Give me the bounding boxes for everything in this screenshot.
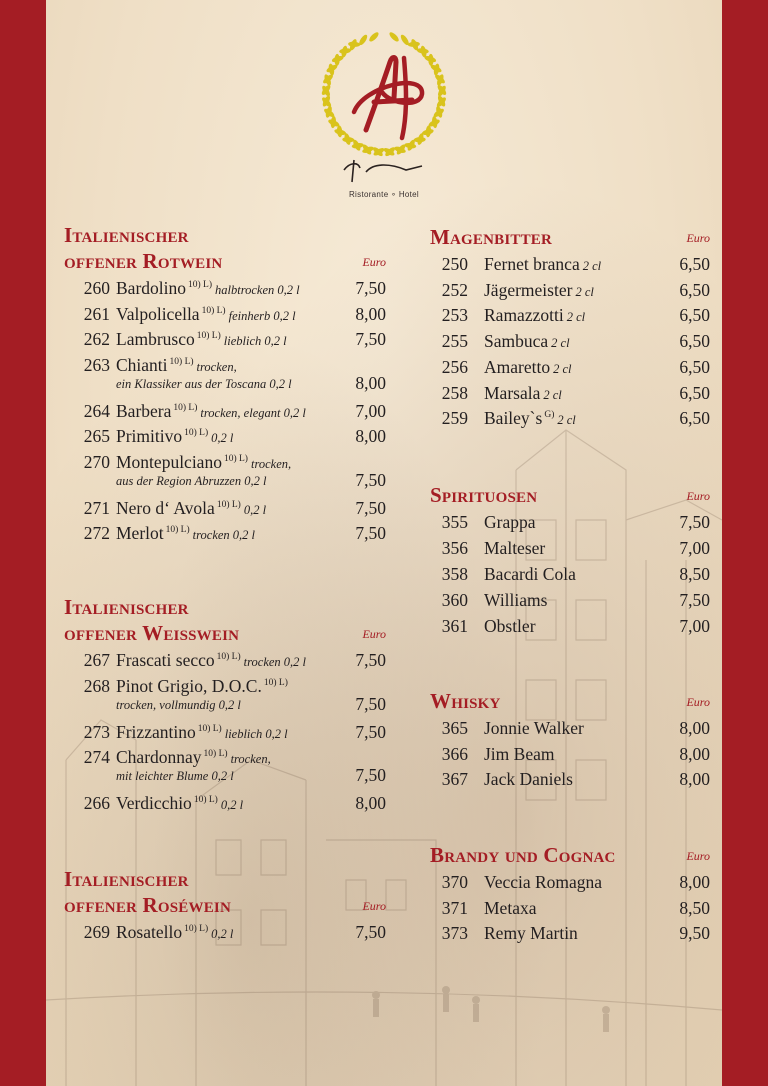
- item-price: 7,00: [679, 537, 710, 558]
- menu-item: [430, 331, 710, 357]
- allergen-note: 10) L): [223, 453, 248, 464]
- item-name-text: Williams: [484, 589, 548, 610]
- item-name: [116, 793, 243, 814]
- menu-item: [430, 383, 710, 409]
- item-number: 269: [83, 922, 110, 942]
- item-number: 360: [441, 589, 468, 610]
- menu-item: [430, 280, 710, 306]
- item-price: 8,00: [355, 793, 386, 813]
- laurel-monogram-icon: [314, 12, 454, 188]
- item-number: 365: [441, 718, 468, 738]
- item-description: 2 cl: [557, 413, 576, 428]
- menu-item: [64, 722, 386, 748]
- item-name-text: Obstler: [484, 615, 536, 636]
- item-price: 6,50: [679, 382, 710, 403]
- item-name-text: Bailey`s: [484, 408, 543, 429]
- item-name-text: Verdicchio: [116, 793, 192, 813]
- laurel-leaf: [348, 41, 360, 47]
- menu-item: [430, 769, 710, 795]
- item-price: 7,50: [355, 523, 386, 543]
- item-name-text: Barbera: [116, 400, 172, 421]
- allergen-note: 10) L): [263, 677, 288, 688]
- section-header: [430, 224, 710, 250]
- allergen-note: 10) L): [188, 280, 213, 290]
- item-number: 356: [441, 537, 468, 558]
- item-name-text: Frascati secco: [116, 650, 215, 670]
- item-description: 2 cl: [553, 361, 572, 376]
- item-name-text: Sambuca: [484, 331, 549, 352]
- item-price: 8,00: [679, 718, 710, 738]
- item-number: 252: [441, 279, 468, 300]
- item-description: trocken,: [196, 359, 237, 374]
- item-name: [484, 590, 547, 611]
- item-number: 361: [441, 615, 468, 636]
- item-name-text: Nero d‘ Avola: [116, 497, 215, 518]
- item-price: 8,50: [679, 563, 710, 584]
- section-header: [430, 842, 710, 868]
- item-name: [484, 331, 570, 352]
- item-number: 267: [83, 650, 110, 670]
- currency-label: Euro: [362, 627, 386, 641]
- item-number: 261: [83, 303, 110, 324]
- item-name: [116, 523, 255, 544]
- currency-label: Euro: [686, 695, 710, 709]
- item-price: 7,50: [355, 693, 386, 714]
- item-name-text: Jonnie Walker: [484, 718, 584, 738]
- item-price: 8,00: [355, 372, 386, 393]
- section-header: [430, 482, 710, 508]
- item-number: 263: [83, 354, 110, 375]
- menu-item: [64, 523, 386, 549]
- item-description: 2 cl: [575, 284, 594, 299]
- item-name: [484, 744, 554, 765]
- section-title: Brandy und Cognac: [430, 843, 616, 867]
- menu-item: [430, 538, 710, 564]
- item-description: trocken,: [250, 456, 292, 471]
- item-name: [116, 426, 233, 447]
- allergen-note: 10) L): [165, 525, 190, 535]
- item-name: [484, 769, 573, 790]
- item-number: 260: [83, 278, 110, 298]
- menu-item: [430, 512, 710, 538]
- section-weisswein: [64, 594, 386, 813]
- item-description: 2 cl: [543, 387, 562, 402]
- item-name-text: Primitivo: [116, 426, 183, 446]
- item-number: 271: [83, 497, 110, 518]
- laurel-leaf: [425, 125, 431, 137]
- item-name: [116, 722, 288, 743]
- allergen-note: G): [544, 410, 555, 421]
- section-title-line1: Italienischer: [64, 867, 189, 891]
- item-number: 370: [441, 872, 468, 892]
- item-number: 253: [441, 305, 468, 326]
- item-description: 0,2 l: [243, 502, 267, 517]
- item-description: 0,2 l: [220, 798, 244, 812]
- currency-label: Euro: [362, 255, 386, 269]
- item-price: 6,50: [679, 356, 710, 377]
- item-number: 371: [441, 897, 468, 918]
- item-price: 8,00: [355, 426, 386, 446]
- item-description: trocken 0,2 l: [243, 655, 307, 669]
- item-number: 259: [441, 408, 468, 429]
- menu-item: [64, 355, 386, 401]
- item-number: 256: [441, 356, 468, 377]
- item-name-text: Metaxa: [484, 897, 537, 918]
- menu-item: [430, 872, 710, 898]
- menu-item: [64, 747, 386, 793]
- item-name-text: Chardonnay: [116, 747, 202, 767]
- menu-item: [64, 278, 386, 304]
- item-name: [484, 512, 536, 533]
- laurel-leaf: [336, 125, 342, 137]
- item-price: 8,00: [355, 303, 386, 324]
- menu-item: [430, 305, 710, 331]
- item-price: 8,00: [679, 743, 710, 764]
- item-name-text: Montepulciano: [116, 451, 222, 472]
- item-name-text: Rosatello: [116, 922, 183, 942]
- allergen-note: 10) L): [197, 723, 222, 734]
- menu-item: [430, 718, 710, 744]
- item-name: [116, 304, 296, 325]
- item-price: 8,00: [679, 769, 710, 789]
- item-name-text: Fernet branca: [484, 254, 580, 274]
- item-price: 7,50: [355, 721, 386, 742]
- menu-item: [64, 650, 386, 676]
- item-description: feinherb 0,2 l: [228, 308, 296, 323]
- item-number: 255: [441, 331, 468, 352]
- item-price: 7,50: [355, 329, 386, 349]
- menu-item: [64, 922, 386, 948]
- item-description-line2: trocken, vollmundig 0,2 l: [116, 697, 241, 712]
- laurel-leaf: [417, 48, 430, 55]
- section-title-line2: offener Weisswein: [64, 621, 240, 645]
- item-description: 2 cl: [566, 310, 586, 325]
- item-description: halbtrocken 0,2 l: [215, 283, 300, 297]
- menu-item: [430, 898, 710, 924]
- item-name: [484, 254, 601, 275]
- item-description-line2: ein Klassiker aus der Toscana 0,2 l: [116, 376, 292, 391]
- item-name-text: Jägermeister: [484, 279, 573, 300]
- item-description: 0,2 l: [211, 431, 234, 445]
- menu-page: [46, 0, 722, 1086]
- item-description: 0,2 l: [211, 927, 234, 941]
- item-name: [116, 452, 291, 473]
- item-number: 366: [441, 743, 468, 764]
- allergen-note: 10) L): [193, 795, 218, 805]
- currency-label: Euro: [686, 489, 710, 503]
- item-price: 7,50: [355, 497, 386, 518]
- section-rotwein: [64, 222, 386, 543]
- menu-item: [64, 329, 386, 355]
- item-name-text: Amaretto: [484, 356, 551, 377]
- section-header: [430, 688, 710, 714]
- item-name-text: Marsala: [484, 382, 541, 403]
- laurel-leaf: [408, 41, 420, 47]
- item-name: [484, 718, 584, 739]
- section-header: [64, 594, 386, 646]
- section-spirituosen: [430, 482, 710, 636]
- item-price: 7,50: [679, 589, 710, 610]
- section-title-line1: Italienischer: [64, 595, 189, 619]
- item-price: 7,00: [355, 400, 386, 421]
- item-description-line2: aus der Region Abruzzen 0,2 l: [116, 473, 267, 488]
- item-price: 6,50: [679, 254, 710, 274]
- item-description: 2 cl: [551, 336, 570, 351]
- menu-item: [430, 616, 710, 642]
- allergen-note: 10) L): [169, 356, 194, 367]
- item-number: 250: [441, 254, 468, 274]
- laurel-leaf: [330, 116, 336, 128]
- item-name: [116, 278, 300, 299]
- menu-item: [430, 357, 710, 383]
- section-brandy-cognac: [430, 842, 710, 943]
- item-name: [116, 676, 288, 697]
- menu-item: [64, 498, 386, 524]
- item-name-text: Ramazzotti: [484, 305, 564, 326]
- allergen-note: 10) L): [196, 331, 221, 341]
- item-number: 265: [83, 426, 110, 446]
- laurel-leaf: [339, 48, 352, 55]
- item-name-text: Frizzantino: [116, 721, 196, 742]
- menu-item: [64, 452, 386, 498]
- item-name-text: Grappa: [484, 512, 536, 532]
- item-name-text: Jack Daniels: [484, 769, 573, 789]
- item-name: [484, 305, 585, 326]
- item-number: 367: [441, 769, 468, 789]
- menu-item: [430, 744, 710, 770]
- item-price: 7,00: [679, 615, 710, 636]
- allergen-note: 10) L): [173, 402, 198, 413]
- item-price: 7,50: [355, 278, 386, 298]
- item-description: trocken, elegant 0,2 l: [200, 405, 306, 420]
- item-name: [116, 401, 306, 422]
- item-name-text: Malteser: [484, 537, 546, 558]
- item-number: 268: [83, 675, 110, 696]
- item-name: [116, 498, 266, 519]
- item-name: [484, 538, 545, 559]
- item-name-text: Chianti: [116, 354, 168, 375]
- item-number: 272: [83, 523, 110, 543]
- allergen-note: 10) L): [216, 652, 241, 662]
- item-name: [484, 357, 572, 378]
- item-name: [484, 616, 536, 637]
- logo-subtitle: Ristorante ∘ Hotel: [348, 190, 420, 199]
- item-name: [116, 355, 237, 376]
- item-number: 258: [441, 382, 468, 403]
- section-magenbitter: [430, 224, 710, 429]
- allergen-note: 10) L): [184, 924, 209, 934]
- item-number: 358: [441, 563, 468, 584]
- item-price: 6,50: [679, 305, 710, 326]
- item-price: 7,50: [355, 469, 386, 490]
- menu-item: [430, 590, 710, 616]
- section-title: Whisky: [430, 689, 501, 713]
- laurel-leaf: [388, 31, 400, 43]
- menu-item: [430, 254, 710, 280]
- item-price: 8,00: [679, 872, 710, 892]
- item-name: [484, 383, 562, 404]
- item-name: [116, 329, 287, 350]
- item-name-text: Pinot Grigio, D.O.C.: [116, 675, 262, 696]
- item-price: 9,50: [679, 923, 710, 943]
- laurel-leaf: [368, 31, 380, 43]
- item-name: [116, 747, 271, 768]
- item-name-text: Merlot: [116, 523, 164, 543]
- allergen-note: 10) L): [184, 428, 209, 438]
- section-title-line1: Italienischer: [64, 223, 189, 247]
- item-price: 8,50: [679, 897, 710, 918]
- item-number: 274: [83, 747, 110, 767]
- menu-item: [64, 426, 386, 452]
- item-number: 273: [83, 721, 110, 742]
- item-name-text: Veccia Romagna: [484, 872, 603, 892]
- item-price: 6,50: [679, 279, 710, 300]
- item-name: [484, 408, 576, 429]
- item-price: 6,50: [679, 331, 710, 352]
- laurel-leaf: [431, 116, 437, 128]
- allergen-note: 10) L): [216, 499, 241, 510]
- item-number: 355: [441, 512, 468, 532]
- item-price: 7,50: [355, 922, 386, 942]
- item-name-text: Remy Martin: [484, 923, 578, 943]
- item-number: 262: [83, 329, 110, 349]
- section-header: [64, 866, 386, 918]
- item-description: lieblich 0,2 l: [223, 334, 287, 348]
- currency-label: Euro: [686, 231, 710, 245]
- item-name: [116, 922, 233, 943]
- section-whisky: [430, 688, 710, 789]
- menu-item: [430, 564, 710, 590]
- section-title: Magenbitter: [430, 225, 553, 249]
- item-name-text: Bacardi Cola: [484, 563, 576, 584]
- restaurant-logo: [314, 12, 454, 202]
- item-price: 7,50: [355, 650, 386, 670]
- section-title-line2: offener Roséwein: [64, 893, 231, 917]
- item-number: 270: [83, 451, 110, 472]
- item-name: [484, 872, 602, 893]
- item-name-text: Jim Beam: [484, 743, 555, 764]
- section-rosewein: [64, 866, 386, 942]
- menu-item: [430, 923, 710, 949]
- item-price: 7,50: [355, 765, 386, 785]
- menu-item: [64, 793, 386, 819]
- item-description: lieblich 0,2 l: [224, 726, 288, 741]
- allergen-note: 10) L): [203, 749, 228, 759]
- item-description: trocken 0,2 l: [192, 528, 256, 542]
- item-price: 7,50: [679, 512, 710, 532]
- section-header: [64, 222, 386, 274]
- section-title: Spirituosen: [430, 483, 538, 507]
- item-number: 266: [83, 793, 110, 813]
- section-title-line2: offener Rotwein: [64, 249, 223, 273]
- item-number: 373: [441, 923, 468, 943]
- allergen-note: 10) L): [201, 305, 226, 316]
- item-name-text: Bardolino: [116, 278, 186, 298]
- item-name: [484, 898, 536, 919]
- item-name-text: Lambrusco: [116, 329, 195, 349]
- item-description: 2 cl: [582, 259, 602, 273]
- item-name: [484, 280, 594, 301]
- item-price: 6,50: [679, 408, 710, 429]
- menu-item: [64, 676, 386, 722]
- item-description: trocken,: [230, 752, 271, 766]
- item-description-line2: mit leichter Blume 0,2 l: [116, 769, 234, 783]
- item-name: [484, 564, 576, 585]
- item-name: [116, 650, 306, 671]
- item-name-text: Valpolicella: [116, 303, 200, 324]
- menu-item: [64, 401, 386, 427]
- currency-label: Euro: [362, 899, 386, 913]
- menu-item: [430, 408, 710, 434]
- menu-item: [64, 304, 386, 330]
- item-name: [484, 923, 578, 944]
- currency-label: Euro: [686, 849, 710, 863]
- item-number: 264: [83, 400, 110, 421]
